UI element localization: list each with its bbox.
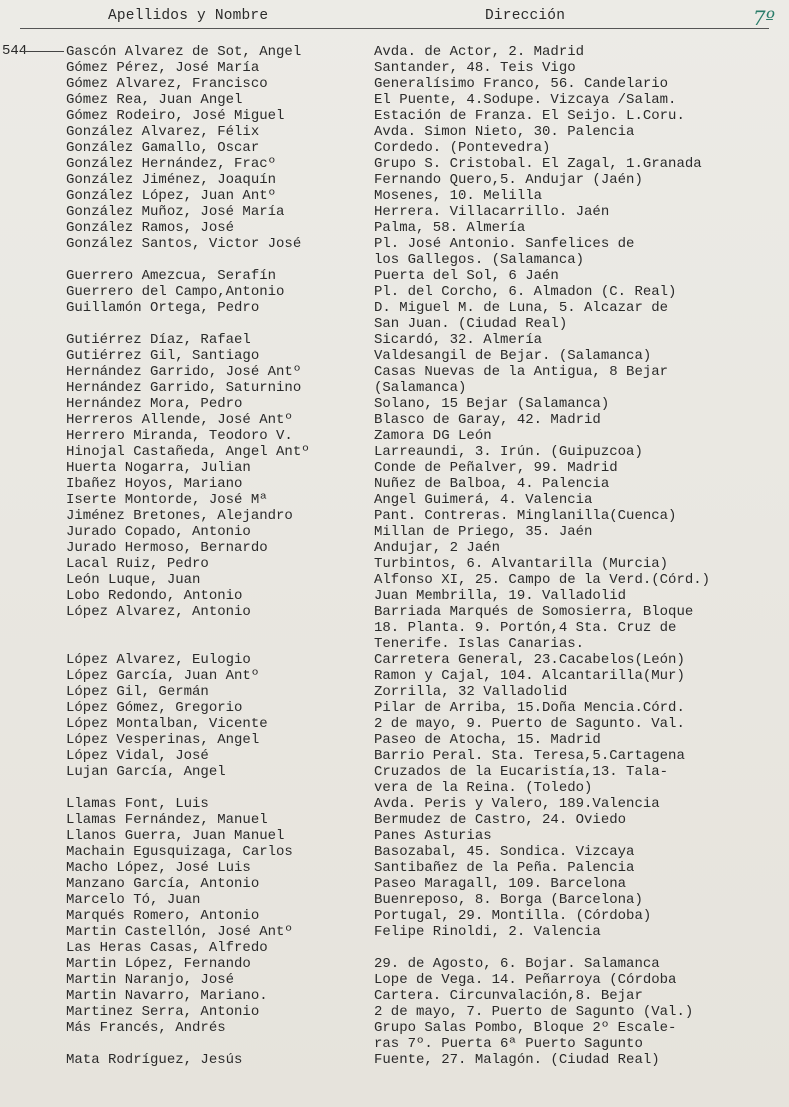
entry-address: Basozabal, 45. Sondica. Vizcaya [374,844,635,860]
entry-address: Angel Guimerá, 4. Valencia [374,492,593,508]
entry-address: Conde de Peñalver, 99. Madrid [374,460,618,476]
entry-name: López Vesperinas, Angel [66,732,260,748]
entry-name: Mata Rodríguez, Jesús [66,1052,243,1068]
name-column-heading: Apellidos y Nombre [108,8,269,24]
entry-name: Gutiérrez Gil, Santiago [66,348,260,364]
list-item [0,908,789,924]
list-item [0,620,789,636]
entry-address: Solano, 15 Bejar (Salamanca) [374,396,610,412]
entry-address: Nuñez de Balboa, 4. Palencia [374,476,610,492]
list-item [0,892,789,908]
entry-name: González Muñoz, José María [66,204,285,220]
entry-address: Sicardó, 32. Almería [374,332,543,348]
entry-name: Hernández Garrido, José Antº [66,364,302,380]
entry-name: Gómez Rodeiro, José Miguel [66,108,285,124]
entry-name: León Luque, Juan [66,572,201,588]
entry-address: Herrera. Villacarrillo. Jaén [374,204,610,220]
list-item [0,396,789,412]
entry-address: Pl. del Corcho, 6. Almadon (C. Real) [374,284,677,300]
list-item [0,572,789,588]
entry-name: Ibañez Hoyos, Mariano [66,476,243,492]
list-item [0,412,789,428]
list-item [0,1036,789,1052]
entry-name: López Gómez, Gregorio [66,700,243,716]
list-item [0,684,789,700]
entry-address: Buenreposo, 8. Borga (Barcelona) [374,892,643,908]
list-item [0,988,789,1004]
entry-name: Llamas Font, Luis [66,796,209,812]
entry-name: López Montalban, Vicente [66,716,268,732]
entry-address: D. Miguel M. de Luna, 5. Alcazar de [374,300,669,316]
entry-name: Gascón Alvarez de Sot, Angel [66,44,302,60]
entry-name: López Alvarez, Antonio [66,604,251,620]
list-item [0,76,789,92]
entry-address: (Salamanca) [374,380,467,396]
entry-address: Valdesangil de Bejar. (Salamanca) [374,348,652,364]
list-item [0,140,789,156]
entry-address: Zamora DG León [374,428,492,444]
entry-name: Gómez Rea, Juan Angel [66,92,243,108]
list-item [0,204,789,220]
entry-name: González Jiménez, Joaquín [66,172,277,188]
list-item [0,92,789,108]
list-item [0,556,789,572]
list-item [0,220,789,236]
list-item [0,780,789,796]
entry-name: Machain Egusquizaga, Carlos [66,844,293,860]
entry-address: Avda. de Actor, 2. Madrid [374,44,585,60]
list-item [0,972,789,988]
list-item [0,300,789,316]
entry-address: Mosenes, 10. Melilla [374,188,543,204]
entry-name: Hinojal Castañeda, Angel Antº [66,444,310,460]
entry-address: Barrio Peral. Sta. Teresa,5.Cartagena [374,748,685,764]
entry-name: Martin López, Fernando [66,956,251,972]
entry-address: Casas Nuevas de la Antigua, 8 Bejar [374,364,669,380]
entry-address: 29. de Agosto, 6. Bojar. Salamanca [374,956,660,972]
entry-name: González Gamallo, Oscar [66,140,260,156]
list-item [0,604,789,620]
entry-address: Panes Asturias [374,828,492,844]
entry-address: Palma, 58. Almería [374,220,526,236]
entry-name: González Ramos, José [66,220,235,236]
entry-address: Grupo S. Cristobal. El Zagal, 1.Granada [374,156,702,172]
entry-name: González Santos, Victor José [66,236,302,252]
entry-name: Lobo Redondo, Antonio [66,588,243,604]
list-item [0,652,789,668]
entry-address: ras 7º. Puerta 6ª Puerto Sagunto [374,1036,643,1052]
list-item [0,524,789,540]
entry-name: Jurado Hermoso, Bernardo [66,540,268,556]
entry-address: Paseo Maragall, 109. Barcelona [374,876,627,892]
entry-name: Guerrero del Campo,Antonio [66,284,285,300]
entry-address: Pl. José Antonio. Sanfelices de [374,236,635,252]
entry-name: López Gil, Germán [66,684,209,700]
entry-address: 18. Planta. 9. Portón,4 Sta. Cruz de [374,620,677,636]
entry-name: Macho López, José Luis [66,860,251,876]
entry-name: Martin Castellón, José Antº [66,924,293,940]
entry-address: Andujar, 2 Jaén [374,540,501,556]
address-column-heading: Dirección [485,8,566,24]
entry-address: los Gallegos. (Salamanca) [374,252,585,268]
entry-name: López Alvarez, Eulogio [66,652,251,668]
list-item [0,348,789,364]
entry-address: Pant. Contreras. Minglanilla(Cuenca) [374,508,677,524]
entry-address: Alfonso XI, 25. Campo de la Verd.(Córd.) [374,572,711,588]
entry-name: Manzano García, Antonio [66,876,260,892]
list-item [0,508,789,524]
entry-address: Larreaundi, 3. Irún. (Guipuzcoa) [374,444,643,460]
entry-address: Paseo de Atocha, 15. Madrid [374,732,601,748]
list-item [0,876,789,892]
list-item [0,492,789,508]
entry-address: 2 de mayo, 9. Puerto de Sagunto. Val. [374,716,685,732]
entry-address: Fuente, 27. Malagón. (Ciudad Real) [374,1052,660,1068]
list-item [0,460,789,476]
entry-name: Lujan García, Angel [66,764,226,780]
page-number: 7º [752,6,775,30]
list-item [0,1052,789,1068]
list-item [0,764,789,780]
entry-name: Herrero Miranda, Teodoro V. [66,428,293,444]
entry-name: Martin Navarro, Mariano. [66,988,268,1004]
entry-address: Estación de Franza. El Seijo. L.Coru. [374,108,685,124]
entry-name: Más Francés, Andrés [66,1020,226,1036]
entry-name: López Vidal, José [66,748,209,764]
entry-name: Gutiérrez Díaz, Rafael [66,332,251,348]
list-item [0,108,789,124]
entry-address: Pilar de Arriba, 15.Doña Mencia.Córd. [374,700,685,716]
list-item [0,124,789,140]
entry-address: Juan Membrilla, 19. Valladolid [374,588,627,604]
list-item [0,364,789,380]
entry-address: Tenerife. Islas Canarias. [374,636,585,652]
entry-address: Ramon y Cajal, 104. Alcantarilla(Mur) [374,668,685,684]
list-item [0,60,789,76]
list-item [0,428,789,444]
list-item [0,940,789,956]
list-item [0,860,789,876]
entry-address: Lope de Vega. 14. Peñarroya (Córdoba [374,972,677,988]
entry-address: Blasco de Garay, 42. Madrid [374,412,601,428]
entry-address: 2 de mayo, 7. Puerto de Sagunto (Val.) [374,1004,694,1020]
list-item [0,924,789,940]
entry-address: Puerta del Sol, 6 Jaén [374,268,559,284]
entry-name: Hernández Mora, Pedro [66,396,243,412]
entry-address: Santibañez de la Peña. Palencia [374,860,635,876]
list-item [0,188,789,204]
entry-name: Iserte Montorde, José Mª [66,492,268,508]
entry-name: Gómez Alvarez, Francisco [66,76,268,92]
list-item [0,236,789,252]
entry-name: López García, Juan Antº [66,668,260,684]
entry-name: Jiménez Bretones, Alejandro [66,508,293,524]
entry-name: Martinez Serra, Antonio [66,1004,260,1020]
entry-address: vera de la Reina. (Toledo) [374,780,593,796]
entry-address: Cordedo. (Pontevedra) [374,140,551,156]
list-item [0,1020,789,1036]
list-item [0,316,789,332]
list-item [0,172,789,188]
entry-address: Felipe Rinoldi, 2. Valencia [374,924,601,940]
list-item [0,812,789,828]
entry-address: El Puente, 4.Sodupe. Vizcaya /Salam. [374,92,677,108]
list-item [0,1004,789,1020]
list-item [0,332,789,348]
list-item [0,444,789,460]
list-item [0,44,789,60]
list-item [0,540,789,556]
list-item [0,380,789,396]
entry-address: Barriada Marqués de Somosierra, Bloque [374,604,694,620]
entry-address: Cruzados de la Eucaristía,13. Tala- [374,764,669,780]
list-item [0,796,789,812]
list-item [0,156,789,172]
entry-address: Turbintos, 6. Alvantarilla (Murcia) [374,556,669,572]
entry-name: Martin Naranjo, José [66,972,235,988]
entry-name: González Hernández, Fracº [66,156,277,172]
entry-name: Lacal Ruiz, Pedro [66,556,209,572]
list-item [0,268,789,284]
entry-address: Generalísimo Franco, 56. Candelario [374,76,669,92]
entry-address: Millan de Priego, 35. Jaén [374,524,593,540]
entry-name: Guerrero Amezcua, Serafín [66,268,277,284]
list-item [0,956,789,972]
entry-address: Portugal, 29. Montilla. (Córdoba) [374,908,652,924]
entry-address: Fernando Quero,5. Andujar (Jaén) [374,172,643,188]
entry-name: Gómez Pérez, José María [66,60,260,76]
entry-address: Bermudez de Castro, 24. Oviedo [374,812,627,828]
list-item [0,252,789,268]
list-item [0,844,789,860]
entry-name: Llamas Fernández, Manuel [66,812,268,828]
list-item [0,476,789,492]
entry-address: Cartera. Circunvalación,8. Bejar [374,988,643,1004]
entry-name: Jurado Copado, Antonio [66,524,251,540]
entry-name: Llanos Guerra, Juan Manuel [66,828,285,844]
list-item [0,828,789,844]
entry-name: Herreros Allende, José Antº [66,412,293,428]
list-item [0,700,789,716]
list-item [0,668,789,684]
list-item [0,636,789,652]
entry-address: Carretera General, 23.Cacabelos(León) [374,652,685,668]
entry-name: Las Heras Casas, Alfredo [66,940,268,956]
entry-name: Marcelo Tó, Juan [66,892,201,908]
entry-name: Hernández Garrido, Saturnino [66,380,302,396]
entry-address: Avda. Peris y Valero, 189.Valencia [374,796,660,812]
entry-name: González López, Juan Antº [66,188,277,204]
entry-address: Avda. Simon Nieto, 30. Palencia [374,124,635,140]
list-item [0,716,789,732]
entry-number: 544 [2,43,28,59]
entry-name: Guillamón Ortega, Pedro [66,300,260,316]
list-item [0,748,789,764]
entry-address: Zorrilla, 32 Valladolid [374,684,568,700]
entry-address: Grupo Salas Pombo, Bloque 2º Escale- [374,1020,677,1036]
list-item [0,732,789,748]
list-item [0,588,789,604]
entry-name: Huerta Nogarra, Julian [66,460,251,476]
entry-address: San Juan. (Ciudad Real) [374,316,568,332]
column-header [20,8,769,29]
entry-name: Marqués Romero, Antonio [66,908,260,924]
entry-name: González Alvarez, Félix [66,124,260,140]
entry-address: Santander, 48. Teis Vigo [374,60,576,76]
list-item [0,284,789,300]
